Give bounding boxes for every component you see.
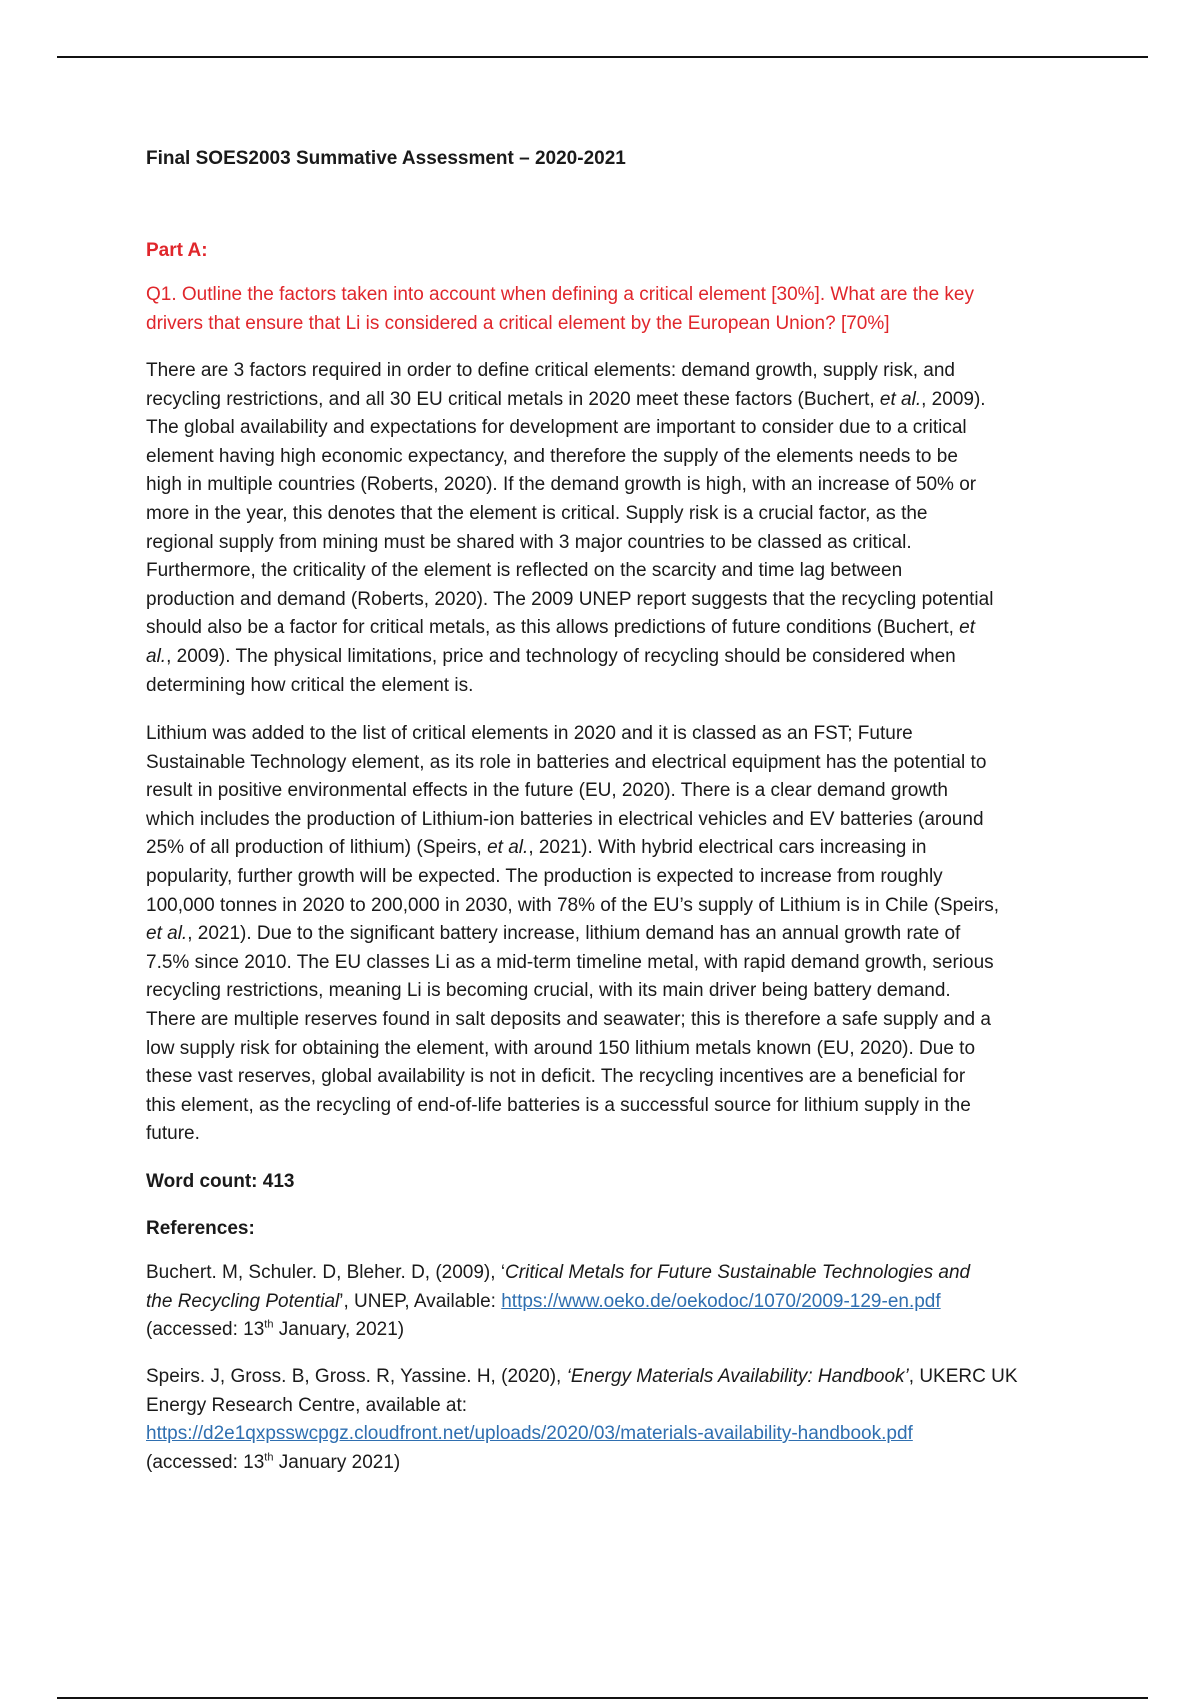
question (146, 281, 974, 338)
text-line: should also be a factor for critical metals, as this allows predictions of future conditions (Buchert, et (146, 617, 976, 639)
ref-title: ‘Energy Materials Availability: Handbook’ (566, 1366, 909, 1387)
text-line: these vast reserves, global availability is not in deficit. The recycling incentives are a beneficial for (146, 1066, 966, 1088)
reference-link[interactable]: https://www.oeko.de/oekodoc/1070/2009-129-en.pdf (501, 1290, 941, 1312)
text-line: regional supply from mining must be shared with 3 major countries to be classed as critical. (146, 531, 912, 553)
ref-title: Critical Metals for Future Sustainable Technologies and (505, 1262, 971, 1283)
text-line: high in multiple countries (Roberts, 2020). If the demand growth is high, with an increase of 50% or (146, 474, 977, 496)
text-line: drivers that ensure that Li is considered a critical element by the European Union? [70%] (146, 312, 890, 334)
ref-text: Buchert. M, Schuler. D, Bleher. D, (2009), ‘ (146, 1262, 506, 1283)
ref-accessed: (accessed: 13 (146, 1319, 265, 1341)
ref-sup: th (264, 1451, 274, 1464)
text-line: 7.5% since 2010. The EU classes Li as a mid-term timeline metal, with rapid demand growth, serious (146, 951, 994, 973)
reference-2 (146, 1363, 1018, 1477)
text-line: There are 3 factors required in order to define critical elements: demand growth, supply risk, and (146, 360, 955, 381)
text-line: et al., 2021). Due to the significant battery increase, lithium demand has an annual growth rate of (146, 923, 961, 945)
text-line: element having high economic expectancy, and therefore the supply of the elements needs to be (146, 445, 958, 467)
text-line: recycling restrictions, meaning Li is becoming crucial, with its main driver being battery demand. (146, 980, 951, 1002)
ref-text: ’, UNEP, Available: (339, 1290, 502, 1312)
ref-text: Speirs. J, Gross. B, Gross. R, Yassine. H, (2020), (146, 1366, 567, 1387)
footer-rule (57, 1697, 1148, 1699)
answer-paragraph-2 (146, 720, 999, 1149)
document-title: Final SOES2003 Summative Assessment – 2020-2021 (146, 148, 626, 169)
text-line: There are multiple reserves found in salt deposits and seawater; this is therefore a safe supply and a (146, 1008, 991, 1030)
word-count: Word count: 413 (146, 1171, 295, 1192)
text-line: Q1. Outline the factors taken into account when defining a critical element [30%]. What are the key (146, 284, 975, 305)
ref-sup: th (264, 1318, 274, 1331)
text-line: Lithium was added to the list of critical elements in 2020 and it is classed as an FST; Future (146, 723, 913, 744)
text-line: low supply risk for obtaining the element, with around 150 lithium metals known (EU, 2020). Due to (146, 1037, 976, 1059)
header-rule (57, 56, 1148, 58)
ref-accessed: January 2021) (273, 1451, 401, 1473)
text-line: The global availability and expectations for development are important to consider due to a critical (146, 417, 967, 439)
text-line: Sustainable Technology element, as its role in batteries and electrical equipment has the potential to (146, 751, 987, 773)
text-line: production and demand (Roberts, 2020). The 2009 UNEP report suggests that the recycling potential (146, 588, 994, 610)
text-line: recycling restrictions, and all 30 EU critical metals in 2020 meet these factors (Buchert, et al., 2009). (146, 388, 986, 410)
ref-accessed: January, 2021) (273, 1319, 405, 1341)
reference-1 (146, 1259, 970, 1345)
text-line: 100,000 tonnes in 2020 to 200,000 in 2030, with 78% of the EU’s supply of Lithium is in Chile (Speirs, (146, 894, 1000, 916)
text-line: future. (146, 1123, 200, 1145)
ref-title: the Recycling Potential (146, 1290, 340, 1312)
text-line: determining how critical the element is. (146, 674, 474, 696)
ref-text: , UKERC UK (908, 1366, 1018, 1387)
text-line: 25% of all production of lithium) (Speirs, et al., 2021). With hybrid electrical cars increasing in (146, 837, 927, 859)
references-heading: References: (146, 1218, 255, 1239)
ref-accessed: (accessed: 13 (146, 1451, 265, 1473)
text-line: result in positive environmental effects in the future (EU, 2020). There is a clear demand growth (146, 780, 948, 802)
part-label: Part A: (146, 240, 208, 261)
text-line: this element, as the recycling of end-of-life batteries is a successful source for lithium supply in the (146, 1094, 971, 1116)
text-line: which includes the production of Lithium-ion batteries in electrical vehicles and EV batteries (around (146, 808, 984, 830)
ref-text: Energy Research Centre, available at: (146, 1394, 468, 1416)
answer-paragraph-1 (146, 357, 993, 700)
reference-link[interactable]: https://d2e1qxpsswcpgz.cloudfront.net/uploads/2020/03/materials-availability-handbook.pdf (146, 1423, 913, 1445)
text-line: popularity, further growth will be expected. The production is expected to increase from roughly (146, 865, 943, 887)
text-line: more in the year, this denotes that the element is critical. Supply risk is a crucial factor, as the (146, 502, 928, 524)
text-line: al., 2009). The physical limitations, price and technology of recycling should be considered when (146, 645, 956, 667)
text-line: Furthermore, the criticality of the element is reflected on the scarcity and time lag between (146, 560, 903, 582)
